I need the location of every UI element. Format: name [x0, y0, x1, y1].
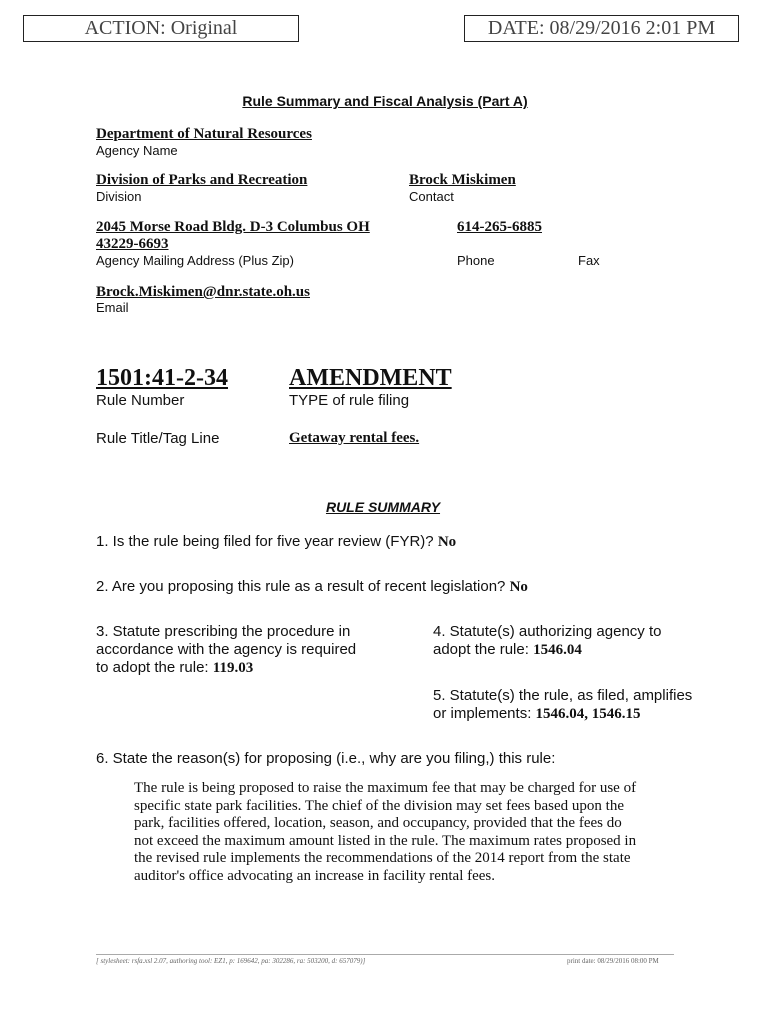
rule-number: 1501:41-2-34: [96, 365, 228, 391]
question-5-answer: 1546.04, 1546.15: [535, 706, 641, 722]
question-6-answer: [134, 780, 636, 885]
phone-label: Phone: [457, 253, 495, 268]
question-4-line2: adopt the rule:: [433, 641, 529, 658]
question-4-answer: 1546.04: [533, 642, 582, 658]
action-box: [23, 15, 299, 42]
question-6-text: 6. State the reason(s) for proposing (i.e., why are you filing,) this rule:: [96, 750, 556, 767]
page-title: Rule Summary and Fiscal Analysis (Part A): [242, 93, 528, 109]
rule-type: AMENDMENT: [289, 365, 452, 391]
division-label: Division: [96, 189, 142, 204]
email-address: Brock.Miskimen@dnr.state.oh.us: [96, 284, 310, 300]
rule-summary-heading: RULE SUMMARY: [325, 499, 441, 515]
question-4: [433, 623, 661, 659]
reason-line: not exceed the maximum amount listed in the rule. The maximum rates proposed in: [134, 832, 637, 849]
reason-line: auditor's office advocating an increase in facility rental fees.: [134, 867, 496, 884]
footer-stylesheet-info: [ stylesheet: rsfa.xsl 2.07, authoring tool: EZ1, p: 169642, pa: 302286, ra: 503200, d: 657079)]: [96, 957, 366, 965]
question-3-answer: 119.03: [212, 660, 254, 676]
question-1-answer: No: [437, 534, 457, 550]
division-name: Division of Parks and Recreation: [96, 172, 308, 188]
question-3-line2: accordance with the agency is required: [96, 641, 357, 658]
fax-label: Fax: [578, 253, 600, 268]
question-5-line2: or implements:: [433, 705, 532, 722]
agency-name-label: Agency Name: [96, 143, 178, 158]
rule-number-label: Rule Number: [96, 392, 185, 409]
date-box: [464, 15, 739, 42]
reason-line: park, facilities offered, location, season, and occupancy, provided that the fees do: [134, 815, 622, 831]
action-text: ACTION: Original: [84, 17, 238, 39]
rule-type-label: TYPE of rule filing: [289, 392, 410, 409]
contact-label: Contact: [409, 189, 454, 204]
footer-divider: [96, 954, 674, 955]
footer-print-date: print date: 08/29/2016 08:00 PM: [567, 957, 659, 965]
question-4-line1: 4. Statute(s) authorizing agency to: [433, 623, 662, 640]
question-2-answer: No: [509, 579, 528, 595]
question-5: [433, 687, 692, 723]
question-5-line1: 5. Statute(s) the rule, as filed, amplifies: [433, 687, 693, 704]
question-1-text: 1. Is the rule being filed for five year review (FYR)?: [96, 533, 434, 550]
address-line1: 2045 Morse Road Bldg. D-3 Columbus OH: [96, 219, 370, 235]
question-3-line3: to adopt the rule:: [96, 659, 209, 676]
rule-title-label: Rule Title/Tag Line: [96, 430, 220, 447]
reason-line: the revised rule implements the recommendations of the 2014 report from the state: [134, 850, 631, 866]
contact-name: Brock Miskimen: [409, 172, 516, 188]
agency-name: Department of Natural Resources: [96, 126, 312, 142]
question-2-text: 2. Are you proposing this rule as a result of recent legislation?: [96, 578, 506, 595]
phone-number: 614-265-6885: [457, 219, 542, 235]
rule-title: Getaway rental fees.: [289, 430, 420, 446]
question-3-line1: 3. Statute prescribing the procedure in: [96, 623, 351, 640]
reason-line: The rule is being proposed to raise the maximum fee that may be charged for use of: [134, 780, 637, 796]
date-text: DATE: 08/29/2016 2:01 PM: [487, 17, 716, 39]
question-2: [96, 578, 528, 596]
question-1: [96, 533, 456, 551]
email-label: Email: [96, 300, 129, 315]
address-label: Agency Mailing Address (Plus Zip): [96, 253, 294, 268]
address-line2: 43229-6693: [96, 236, 169, 252]
reason-line: specific state park facilities. The chief of the division may set fees based upon the: [134, 797, 624, 814]
question-3: [96, 623, 356, 677]
